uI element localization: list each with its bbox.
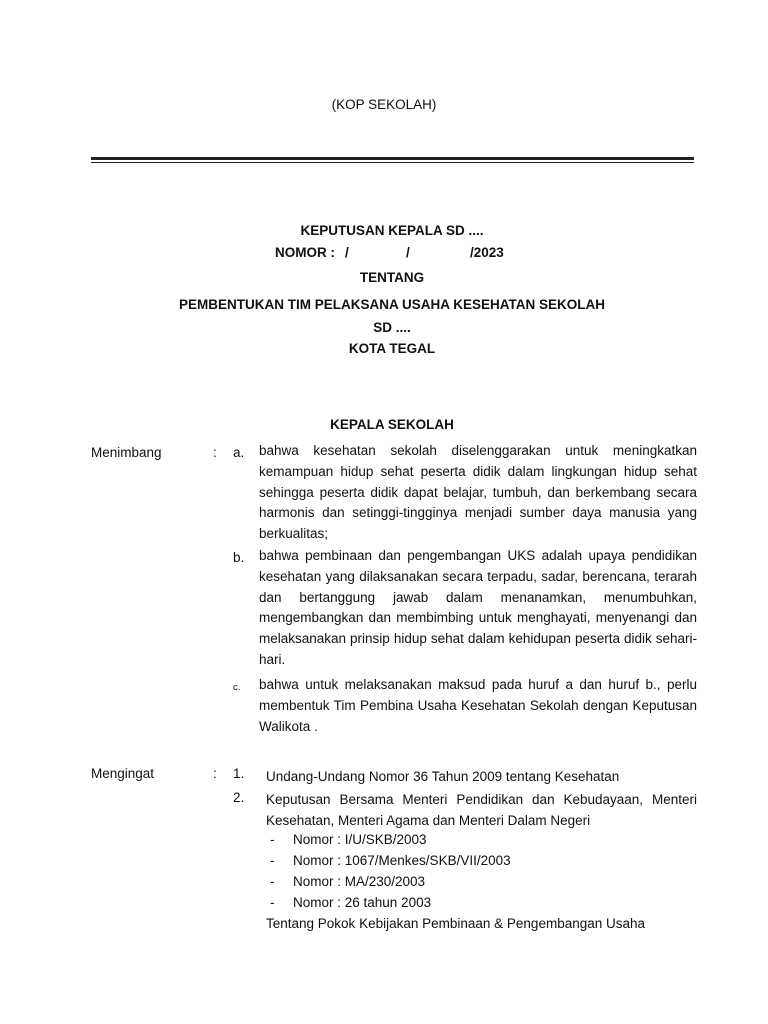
dash-bullet: - bbox=[270, 874, 275, 889]
item-marker: c. bbox=[233, 682, 241, 693]
subject-line-3: KOTA TEGAL bbox=[348, 341, 436, 356]
item-number: 2. bbox=[233, 790, 245, 805]
menimbang-colon: : bbox=[213, 445, 217, 460]
letterhead-rule-thick bbox=[91, 157, 694, 160]
letterhead-placeholder: (KOP SEKOLAH) bbox=[331, 97, 437, 112]
menimbang-paragraph: bahwa pembinaan dan pengembangan UKS adalah upaya pendidikan kesehatan yang dilaksanakan secara terpadu, sadar, berencana, terarah dan bertanggung jawab dalam menanamkan, menumbuhkan, mengembangkan dan membimbing untuk menghayati, menyenangi dan melaksanakan prinsip hidup sehat dalam kehidupan peserta didik sehari-hari. bbox=[259, 548, 697, 667]
mengingat-item: Keputusan Bersama Menteri Pendidikan dan Kebudayaan, Menteri Kesehatan, Menteri Agama dan Menteri Dalam Negeri bbox=[266, 792, 697, 828]
reference-number: Nomor : 1067/Menkes/SKB/VII/2003 bbox=[293, 853, 511, 868]
letterhead-rule-thin bbox=[91, 162, 694, 163]
item-marker: b. bbox=[233, 550, 245, 565]
menimbang-paragraph: bahwa kesehatan sekolah diselenggarakan untuk meningkatkan kemampuan hidup sehat peserta didik dalam lingkungan hidup sehat sehingga peserta didik dapat belajar, tumbuh, dan berkembang secara harmonis dan setinggi-tingginya menjadi sumber daya manusia yang berkualitas; bbox=[259, 443, 697, 542]
dash-bullet: - bbox=[270, 895, 275, 910]
mengingat-label: Mengingat bbox=[91, 766, 155, 781]
mengingat-colon: : bbox=[213, 766, 217, 781]
authority-heading: KEPALA SEKOLAH bbox=[330, 417, 454, 432]
subject-line-1: PEMBENTUKAN TIM PELAKSANA USAHA KESEHATAN SEKOLAH bbox=[178, 297, 605, 312]
reference-number: Nomor : I/U/SKB/2003 bbox=[293, 832, 427, 847]
menimbang-label: Menimbang bbox=[91, 445, 162, 460]
decree-title: KEPUTUSAN KEPALA SD .... bbox=[300, 223, 484, 238]
menimbang-paragraph: bahwa untuk melaksanakan maksud pada huruf a dan huruf b., perlu membentuk Tim Pembina Usaha Kesehatan Sekolah dengan Keputusan Walikota . bbox=[259, 677, 697, 734]
mengingat-item: Undang-Undang Nomor 36 Tahun 2009 tentang Kesehatan bbox=[266, 769, 620, 784]
reference-number: Nomor : 26 tahun 2003 bbox=[293, 895, 432, 910]
item-number: 1. bbox=[233, 766, 245, 781]
item-marker: a. bbox=[233, 445, 245, 460]
tentang-heading: TENTANG bbox=[359, 270, 425, 285]
mengingat-tail-text: Tentang Pokok Kebijakan Pembinaan & Pengembangan Usaha bbox=[266, 916, 646, 931]
dash-bullet: - bbox=[270, 832, 275, 847]
reference-number: Nomor : MA/230/2003 bbox=[293, 874, 426, 889]
nomor-separator: / bbox=[406, 245, 410, 260]
subject-line-2: SD .... bbox=[373, 320, 411, 335]
dash-bullet: - bbox=[270, 853, 275, 868]
nomor-year: /2023 bbox=[470, 245, 504, 260]
nomor-label: NOMOR : bbox=[275, 245, 335, 260]
nomor-separator: / bbox=[345, 245, 349, 260]
